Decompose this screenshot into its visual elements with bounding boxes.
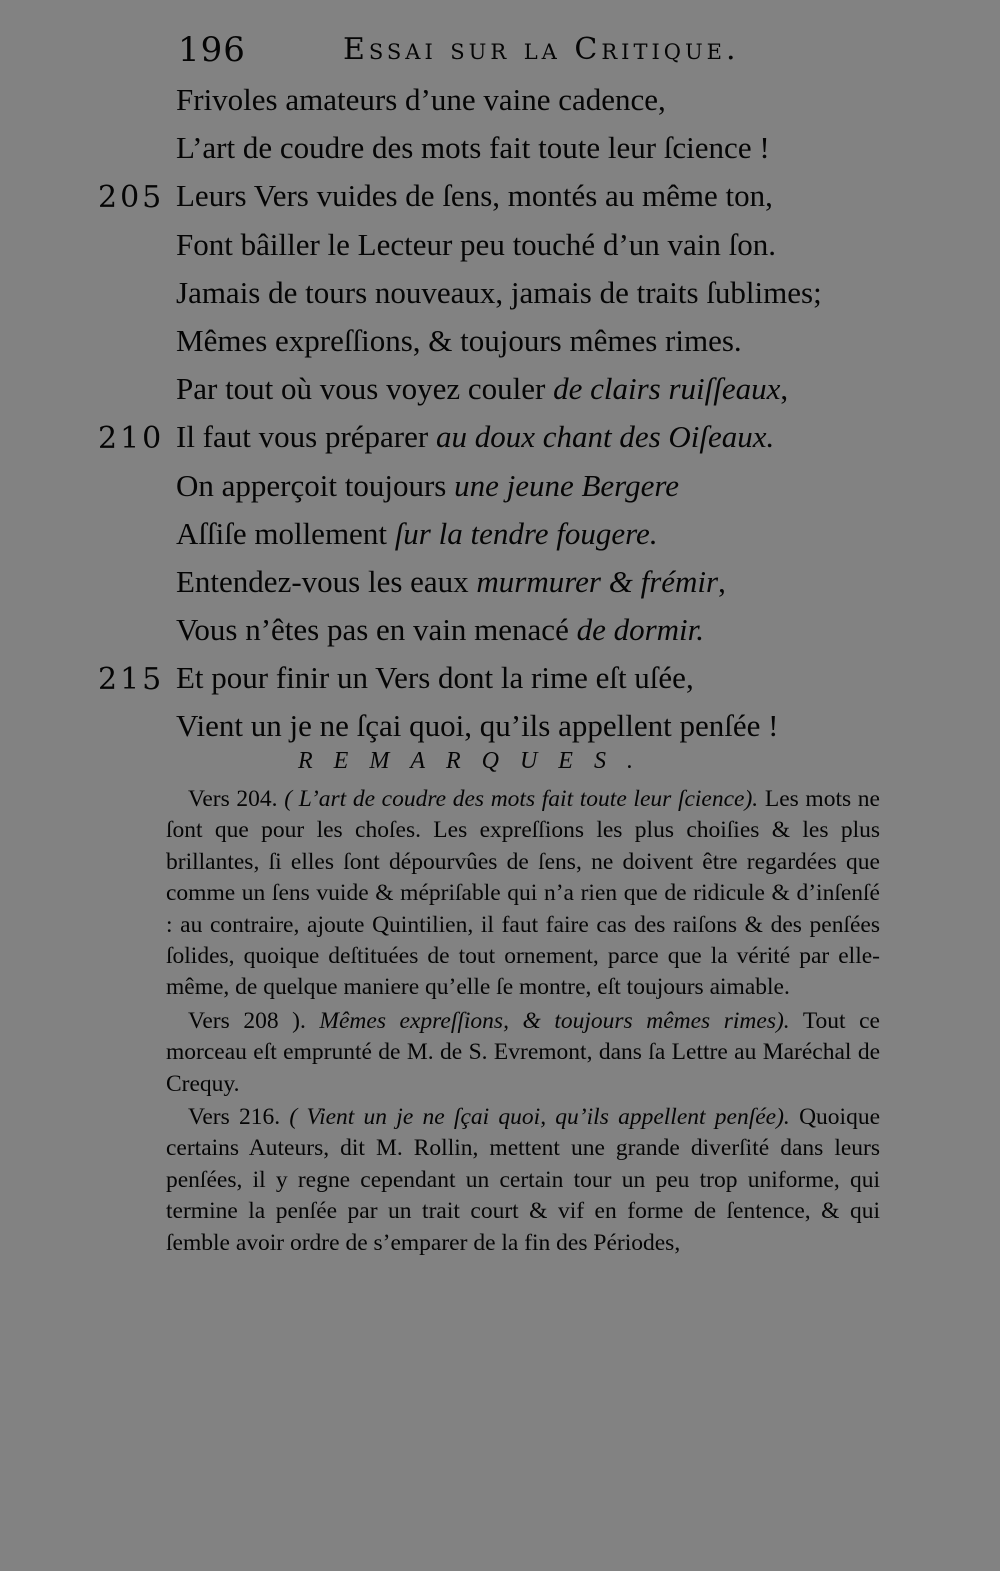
verse-line (0, 656, 1000, 704)
note-quote: Mêmes expreſſions, & toujours mêmes rimes). (319, 1007, 790, 1034)
text-segment: Aſſiſe mollement (176, 515, 395, 551)
italic-segment: une jeune Bergere (454, 467, 680, 503)
text-segment: , (718, 563, 726, 599)
line-number: 205 (98, 180, 165, 216)
text-segment: , (780, 371, 789, 407)
verse-text (176, 130, 770, 166)
verse-text (176, 708, 778, 744)
note-body: Les mots ne ſont que pour les choſes. Les expreſſions les plus choiſies & les plus brillantes, ſi elles ſont dépourvûes de ſens, ne doivent être regardées que comme un ſens vuide & mépriſable qui n’a rien que de ridicule & d’inſenſé : au contraire, ajoute Quintilien, il faut faire cas des raiſons & des penſées ſolides, quoique deſtituées de tout ornement, parce que la vérité par elle-même, de quelque maniere qu’elle ſe montre, eſt toujours aimable. (166, 786, 880, 1001)
text-segment: Vient un je ne ſçai quoi, qu’ils appellent penſée ! (176, 708, 779, 744)
remarques-notes (166, 784, 880, 1261)
text-segment: Font bâiller le Lecteur peu touché d’un vain ſon. (176, 226, 777, 262)
verse-line (0, 223, 1000, 271)
italic-segment: de dormir. (576, 612, 705, 648)
verse-text (176, 468, 679, 504)
note-body: Tout ce morceau eſt emprunté de M. de S. Evremont, dans ſa Lettre au Maréchal de Crequy. (166, 1007, 880, 1097)
line-number: 210 (98, 421, 165, 457)
remarque-note (166, 1006, 880, 1100)
text-segment: Et pour finir un Vers dont la rime eſt uſée, (176, 660, 694, 696)
remarque-note (166, 1102, 880, 1259)
verse-text (176, 564, 726, 600)
page-number: 196 (178, 30, 246, 70)
text-segment: L’art de coudre des mots fait toute leur ſcience ! (176, 130, 770, 166)
text-segment: Vous n’êtes pas en vain menacé (176, 612, 577, 648)
text-segment: Il faut vous préparer (176, 419, 436, 455)
verse-line (0, 415, 1000, 463)
note-verse-ref: Vers 216. (188, 1104, 281, 1131)
text-segment: Mêmes expreſſions, & toujours mêmes rimes. (176, 322, 742, 358)
remarques-heading: REMARQUES. (298, 748, 654, 774)
note-verse-ref: Vers 204. (188, 786, 278, 812)
italic-segment: au doux chant des Oiſeaux. (435, 419, 775, 455)
line-number: 215 (98, 662, 165, 698)
verse-line (0, 271, 1000, 319)
verse-text (176, 275, 822, 311)
text-segment: On apperçoit toujours (176, 467, 455, 503)
verse-text (176, 227, 776, 263)
italic-segment: ſur la tendre fougere. (394, 515, 658, 551)
remarque-note (166, 784, 880, 1004)
verse-text (176, 660, 694, 696)
italic-segment: murmurer & frémir (476, 563, 719, 599)
text-segment: Leurs Vers vuides de ſens, montés au même ton, (176, 178, 773, 214)
verse-line (0, 367, 1000, 415)
verse-text (176, 82, 666, 118)
verse-line (0, 319, 1000, 367)
note-verse-ref: Vers 208 ). (188, 1007, 306, 1034)
text-segment: Jamais de tours nouveaux, jamais de traits ſublimes; (176, 274, 822, 310)
verse-line (0, 126, 1000, 174)
verse-line (0, 464, 1000, 512)
verse-text (176, 371, 788, 407)
note-body: Quoique certains Auteurs, dit M. Rollin, mettent une grande diverſité dans leurs penſées, il y regne cependant un certain tour un peu trop uniforme, qui termine la penſée par un trait court & vif en forme de ſentence, & qui ſemble avoir ordre de s’emparer de la fin des Périodes, (166, 1104, 880, 1256)
poem-verses (0, 78, 1000, 753)
note-quote: ( L’art de coudre des mots fait toute leur ſcience). (284, 786, 759, 812)
page-header (178, 30, 858, 74)
verse-line (0, 608, 1000, 656)
verse-text (176, 419, 774, 455)
verse-line (0, 704, 1000, 752)
italic-segment: de clairs ruiſſeaux (553, 371, 781, 407)
verse-text (176, 516, 658, 552)
verse-text (176, 178, 773, 214)
verse-line (0, 512, 1000, 560)
verse-line (0, 174, 1000, 222)
verse-text (176, 323, 742, 359)
note-quote: ( Vient un je ne ſçai quoi, qu’ils appellent penſée). (289, 1104, 790, 1131)
text-segment: Entendez-vous les eaux (176, 563, 477, 599)
running-title: Essai sur la Critique. (343, 32, 740, 67)
text-segment: Frivoles amateurs d’une vaine cadence, (176, 82, 666, 117)
verse-line (0, 560, 1000, 608)
text-segment: Par tout où vous voyez couler (176, 371, 554, 407)
verse-text (176, 612, 704, 648)
verse-line (0, 78, 1000, 126)
